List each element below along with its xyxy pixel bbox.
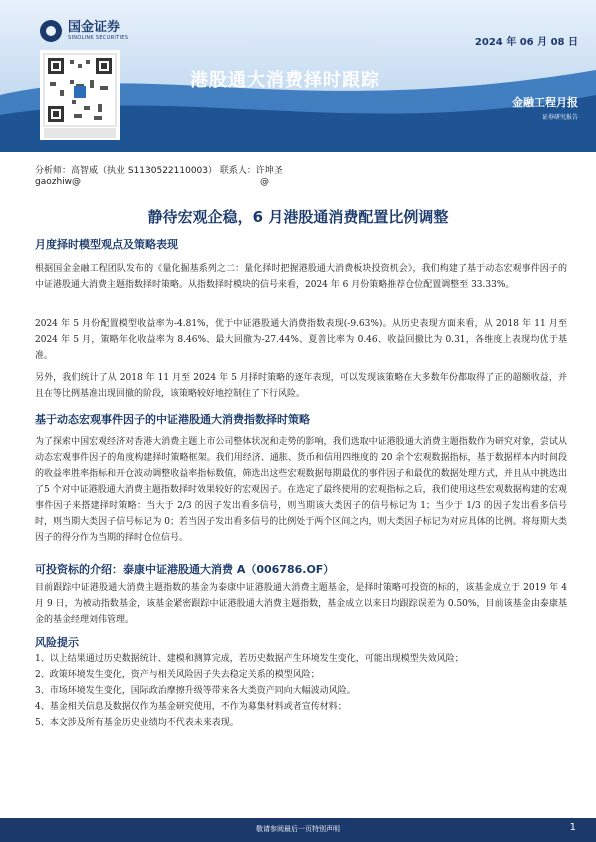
risk-item: 3、市场环境发生变化，国际政治摩擦升级等带来各大类资产同向大幅波动风险。 (35, 686, 356, 696)
logo-name-en: SINOLINK SECURITIES (68, 35, 129, 41)
risk-item: 1、以上结果通过历史数据统计、建模和测算完成，若历史数据产生环境发生变化，可能出现模型失效风险； (35, 654, 464, 664)
section-title-model-view: 月度择时模型观点及策略表现 (35, 238, 178, 251)
qr-code-icon (40, 50, 120, 140)
section-title-investable: 可投资标的介绍：泰康中证港股通大消费 A（006786.OF） (35, 563, 335, 576)
analyst-info: 分析师：高智威（执业 S1130522110003） 联系人：许坤圣 (35, 166, 283, 176)
report-subtype: 证券研究报告 (541, 114, 578, 121)
report-title: 港股通大消费择时跟踪 (190, 70, 380, 91)
report-date: 2024 年 06 月 08 日 (474, 37, 578, 48)
logo-name-cn: 国金证券 (68, 20, 121, 35)
headline: 静待宏观企稳，6 月港股通消费配置比例调整 (147, 208, 449, 226)
company-logo (40, 20, 128, 42)
logo-icon (40, 20, 62, 42)
paragraph-yearly: 另外，我们统计了从 2018 年 11 月至 2024 年 5 月择时策略的逐年表现，可以发现该策略在大多数年份都取得了正的超额收益，并且在等比例基准出现回撤的阶段，该策略较好地控制住了下行风险。 (35, 373, 567, 399)
section-title-strategy: 基于动态宏观事件因子的中证港股通大消费指数择时策略 (35, 413, 310, 426)
paragraph-performance: 2024 年 5 月份配置模型收益率为-4.81%，优于中证港股通大消费指数表现(-9.63%)。从历史表现方面来看，从 2018 年 11 月至 2024 年 5 月，策略年化收益率为 8.46%、最大回撤为-27.44%、夏普比率为 0.46、收益回撤比为 0.31，各维度上表现均优于基准。 (35, 319, 567, 361)
analyst-email: gaozhiw@ (35, 177, 82, 187)
footer-disclaimer: 敬请参阅最后一页特别声明 (256, 825, 340, 833)
paragraph-fund-intro: 目前跟踪中证港股通大消费主题指数的基金为泰康中证港股通大消费主题基金，是择时策略可投资的标的，该基金成立于 2019 年 4 月 9 日，为被动指数基金，该基金紧密跟踪中证港股通大消费主题指数，基金成立以来日均跟踪误差为 0.50%，目前该基金由泰康基金的基金经理刘伟管理。 (35, 583, 567, 625)
page-number: 1 (569, 822, 576, 833)
paragraph-strategy-intro: 根据国金金融工程团队发布的《量化掘基系列之二：量化择时把握港股通大消费板块投资机会》，我们构建了基于动态宏观事件因子的中证港股通大消费主题指数择时策略。从指数择时模块的信号来看，2024 年 6 月份策略推荐仓位配置调整至 33.33%。 (35, 264, 567, 290)
risk-item: 5、本文涉及所有基金历史业绩均不代表未来表现。 (35, 718, 239, 728)
contact-email: @ (260, 177, 269, 187)
risk-item: 2、政策环境发生变化，资产与相关风险因子失去稳定关系的模型风险； (35, 670, 320, 680)
header-banner (0, 0, 596, 152)
risk-item: 4、基金相关信息及数据仅作为基金研究使用，不作为募集材料或者宣传材料； (35, 702, 347, 712)
report-type: 金融工程月报 (512, 96, 578, 109)
section-title-risk: 风险提示 (35, 636, 79, 649)
paragraph-strategy-method: 为了探索中国宏观经济对香港大消费主题上市公司整体状况和走势的影响，我们选取中证港股通大消费主题指数作为研究对象，尝试从动态宏观事件因子的角度构建择时策略框架。我们用经济、通胀、货币和信用四维度的 20 余个宏观数据指标，基于数据样本内时间段的收益率胜率指标和开仓波动调整收益率指标数值，筛选出这些宏观数据每期最优的事件因子和最优的数据处理方式，并且从中挑选出了5 个对中证港股通大消费主题指数择时效果较好的宏观因子。在选定了最终使用的宏观指标之后，我们使用这些宏观数据构建的宏观事件因子来搭建择时策略：当大于 2/3 的因子发出看多信号，则当期该大类因子的信号标记为 1；当少于 1/3 的因子发出看多信号时，则当期大类因子信号标记为 0；若当因子发出看多信号的比例处于两个区间之内，则大类因子标记为对应具体的比例。将每期大类因子的得分作为当期的择时仓位信号。 (35, 437, 567, 543)
